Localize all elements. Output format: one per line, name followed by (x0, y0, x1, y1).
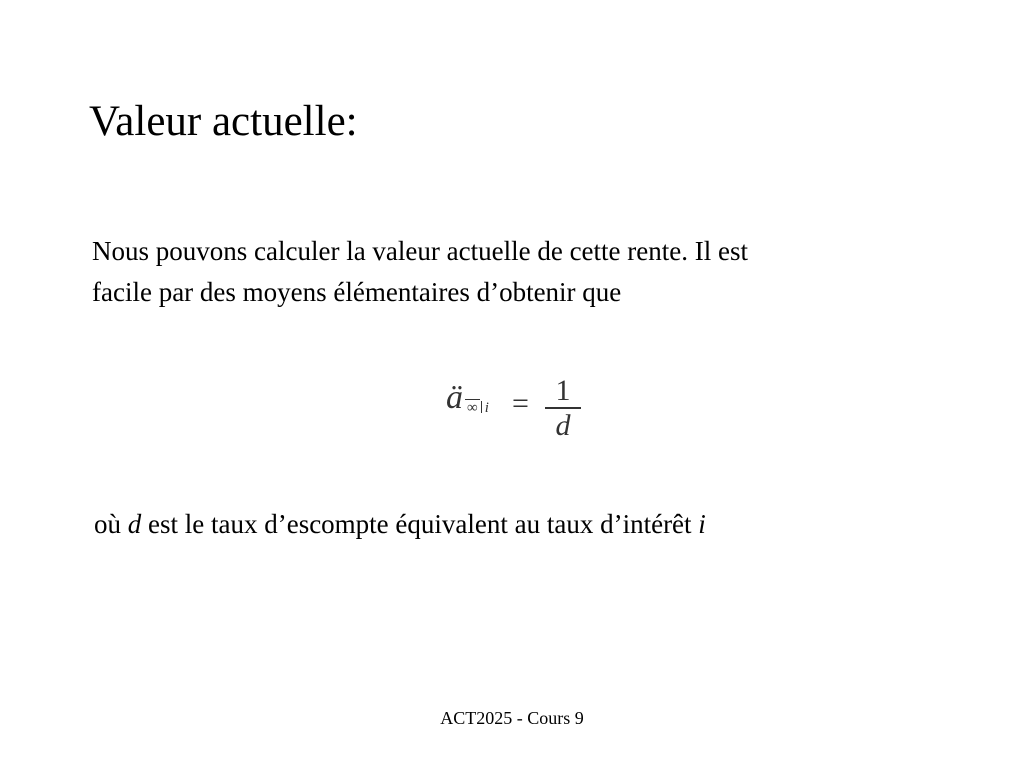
formula-angle-bar (481, 401, 482, 413)
formula-numerator: 1 (555, 374, 571, 407)
annuity-formula (446, 376, 596, 442)
explanation-note (94, 504, 706, 545)
note-variable-d: d (127, 509, 142, 539)
formula-equals-sign: = (512, 387, 529, 420)
formula-subscript-term: ∞ (467, 400, 478, 416)
formula-subscript (465, 399, 489, 417)
formula-annuity-symbol: ä (446, 379, 463, 416)
formula-denominator: d (555, 409, 571, 442)
note-middle: est le taux d’escompte équivalent au taux d’intérêt (148, 509, 692, 539)
paragraph-line-2: facile par des moyens élémentaires d’obtenir que (92, 277, 622, 307)
formula-subscript-rate: i (484, 400, 489, 416)
slide-title: Valeur actuelle: (89, 98, 358, 145)
formula-fraction (545, 376, 581, 442)
body-paragraph (92, 231, 952, 313)
note-prefix: où (94, 509, 121, 539)
slide-footer: ACT2025 - Cours 9 (440, 708, 584, 728)
paragraph-line-1: Nous pouvons calculer la valeur actuelle de cette rente. Il est (92, 236, 748, 266)
note-variable-i: i (698, 509, 706, 539)
